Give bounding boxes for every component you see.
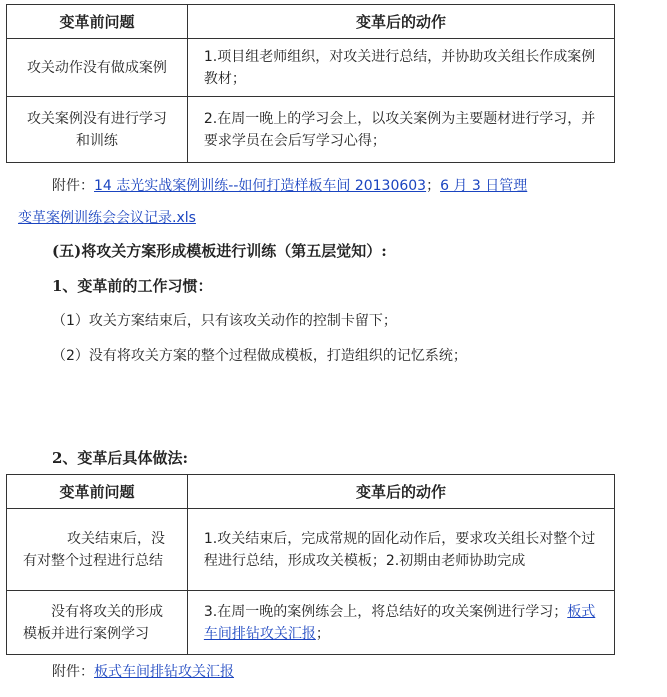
after-cell: 1.项目组老师组织，对攻关进行总结，并协助攻关组长作成案例教材； [187, 39, 614, 97]
header-before: 变革前问题 [7, 5, 188, 39]
after-cell-text: 3.在周一晚的案例练会上，将总结好的攻关案例进行学习； [203, 603, 568, 620]
habit-item: （1）攻关方案结束后，只有该攻关动作的控制卡留下； [52, 313, 397, 329]
after-cell: 2.在周一晚上的学习会上，以攻关案例为主要题材进行学习，并要求学员在会后写学习心得； [187, 97, 614, 163]
table-header-row [7, 5, 615, 39]
after-cell-link[interactable]: 板式车间排钻攻关汇报 [203, 603, 596, 642]
attachment-link-meeting-record-cont[interactable]: 变革案例训练会会议记录.xls [18, 210, 196, 226]
after-cell [187, 591, 614, 655]
change-table-2 [6, 474, 615, 655]
attachment-line-2 [52, 661, 234, 681]
attachment-link-case-training[interactable]: 14 志光实战案例训练--如何打造样板车间 20130603 [94, 178, 427, 194]
before-cell: 攻关结束后，没有对整个过程进行总结 [7, 509, 188, 591]
table-row [7, 509, 615, 591]
attachment-link-drilling-report[interactable]: 板式车间排钻攻关汇报 [94, 664, 234, 680]
attachment-line-1-cont [18, 207, 196, 227]
header-after: 变革后的动作 [187, 475, 614, 509]
section-title: (五)将攻关方案形成模板进行训练（第五层觉知）: [52, 242, 387, 260]
table-row [7, 97, 615, 163]
change-table-1 [6, 4, 615, 163]
header-before: 变革前问题 [7, 475, 188, 509]
before-cell: 没有将攻关的形成模板并进行案例学习 [7, 591, 188, 655]
before-cell: 攻关动作没有做成案例 [7, 39, 188, 97]
habit-item: （2）没有将攻关方案的整个过程做成模板，打造组织的记忆系统； [52, 348, 467, 364]
habits-title: 1、变革前的工作习惯： [52, 277, 213, 295]
before-cell: 攻关案例没有进行学习和训练 [7, 97, 188, 163]
attachment-line-1 [52, 175, 527, 195]
after-cell-end: ； [315, 625, 330, 642]
attachment-separator: ； [426, 178, 441, 194]
attachment-label: 附件： [52, 664, 94, 680]
table-row [7, 39, 615, 97]
header-after: 变革后的动作 [187, 5, 614, 39]
attachment-link-meeting-record[interactable]: 6 月 3 日管理 [440, 178, 528, 194]
attachment-label: 附件： [52, 178, 94, 194]
after-cell: 1.攻关结束后，完成常规的固化动作后，要求攻关组长对整个过程进行总结，形成攻关模板；2.初期由老师协助完成 [187, 509, 614, 591]
table-header-row [7, 475, 615, 509]
table-row [7, 591, 615, 655]
methods-title: 2、变革后具体做法: [52, 449, 188, 467]
